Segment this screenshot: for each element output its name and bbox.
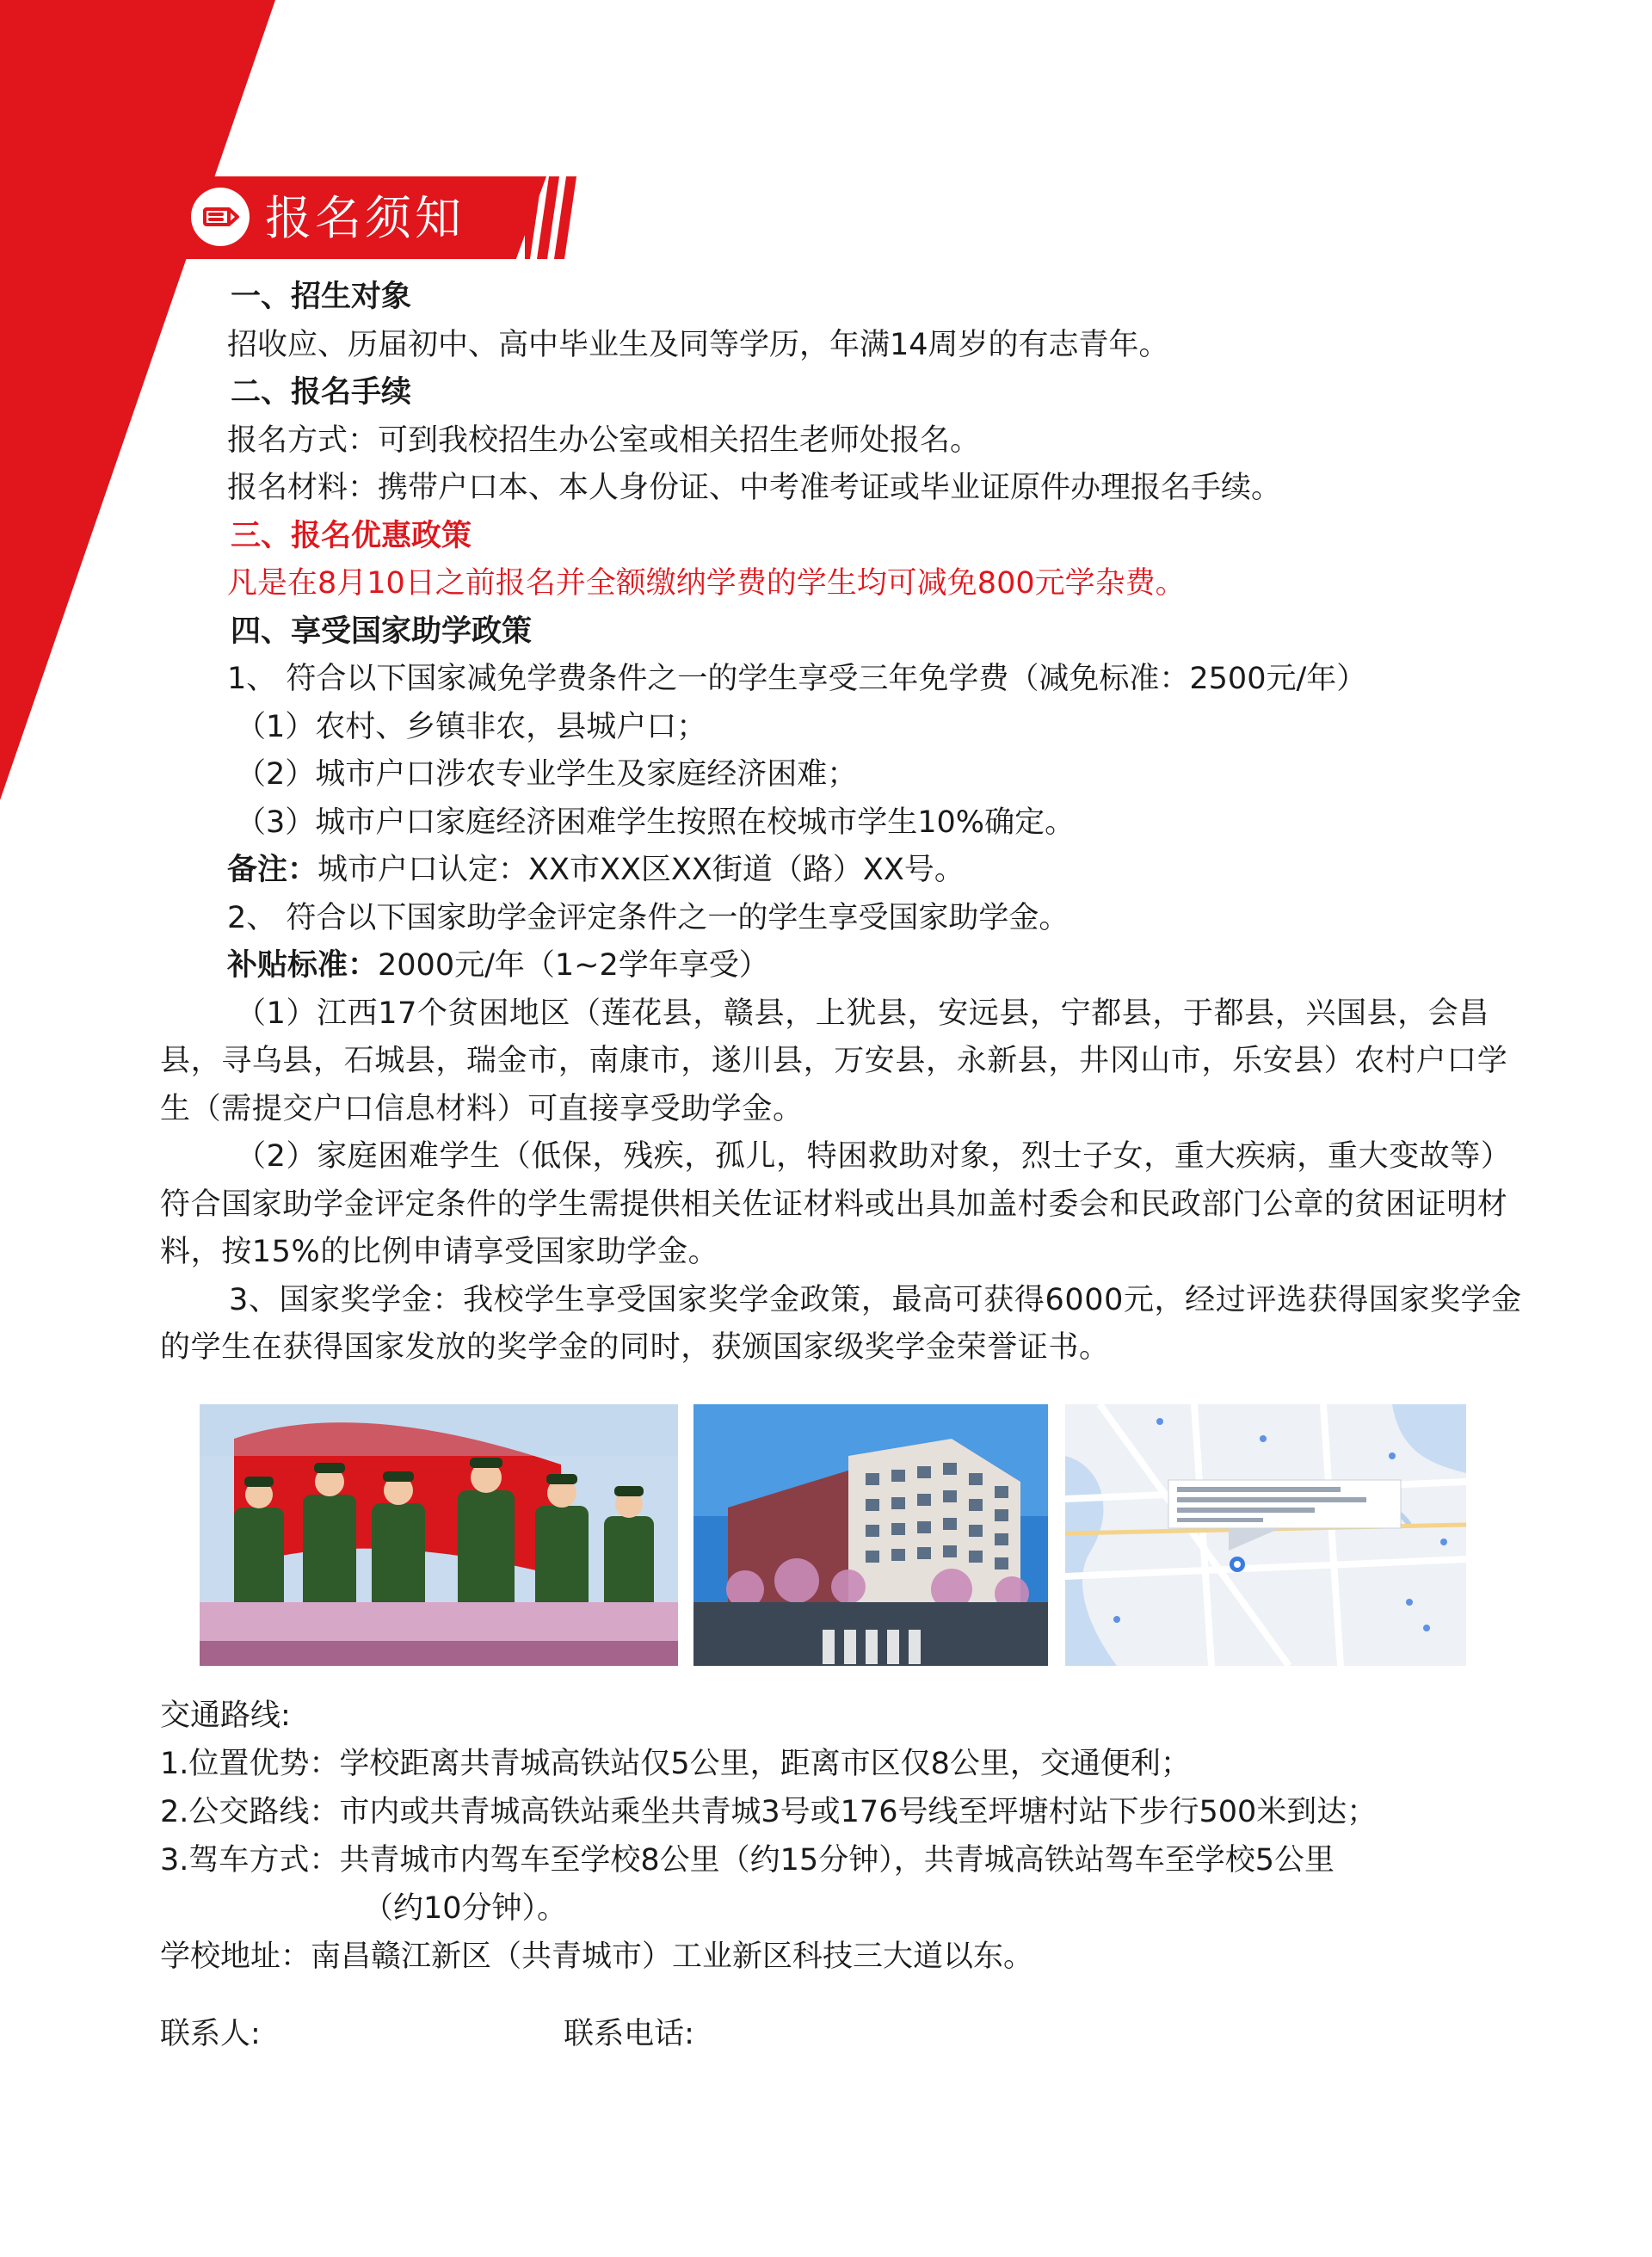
notice-content — [160, 274, 1537, 1372]
section-heading-enrollment-target: 一、招生对象 — [231, 280, 412, 314]
page-title: 报名须知 — [265, 191, 465, 245]
pencil-icon — [191, 188, 250, 246]
school-address: 学校地址：南昌赣江新区（共青城市）工业新区科技三大道以东。 — [160, 1939, 1034, 1974]
aid-note — [160, 847, 1537, 895]
transport-line-2: 2.公交路线：市内或共青城高铁站乘坐共青城3号或176号线至坪塘村站下步行500米到达； — [160, 1795, 1378, 1829]
contact-row — [160, 2010, 1623, 2058]
aid-item-1b: （2）城市户口涉农专业学生及家庭经济困难； — [236, 757, 858, 792]
aid-item-2a: （1）江西17个贫困地区（莲花县，赣县，上犹县，安远县，宁都县，于都县，兴国县，会昌县，寻乌县，石城县，瑞金市，南康市，遂川县，万安县，永新县，井冈山市，乐安县）农村户口学生（需提交户口信息材料）可直接享受助学金。 — [160, 996, 1508, 1126]
aid-item-1c: （3）城市户口家庭经济困难学生按照在校城市学生10%确定。 — [236, 805, 1076, 840]
section-heading-discount: 三、报名优惠政策 — [231, 518, 472, 553]
header-stripes — [525, 176, 594, 259]
subsidy-text: 2000元/年（1~2学年享受） — [378, 948, 769, 983]
note-text: 城市户口认定：XX市XX区XX街道（路）XX号。 — [317, 853, 965, 887]
note-label: 备注： — [227, 853, 318, 887]
subsidy-label: 补贴标准： — [227, 948, 379, 983]
transport-info — [160, 1692, 1623, 2058]
photo-strip — [200, 1404, 1466, 1666]
aid-item-2b: （2）家庭困难学生（低保，残疾，孤儿，特困救助对象，烈士子女，重大疾病，重大变故等）符合国家助学金评定条件的学生需提供相关佐证材料或出具加盖村委会和民政部门公章的贫困证明材料，按15%的比例申请享受国家助学金。 — [160, 1139, 1512, 1269]
aid-item-1a: （1）农村、乡镇非农，县城户口； — [236, 709, 707, 744]
location-map — [1065, 1404, 1466, 1666]
transport-line-3-cont: （约10分钟）。 — [363, 1891, 568, 1926]
aid-item-1: 1、 符合以下国家减免学费条件之一的学生享受三年免学费（减免标准：2500元/年） — [227, 662, 1367, 696]
subsidy-standard — [160, 942, 1537, 990]
section-heading-procedure: 二、报名手续 — [231, 375, 412, 410]
transport-line-3: 3.驾车方式：共青城市内驾车至学校8公里（约15分钟），共青城高铁站驾车至学校5公里 — [160, 1843, 1335, 1878]
registration-materials-text: 报名材料：携带户口本、本人身份证、中考准考证或毕业证原件办理报名手续。 — [227, 471, 1282, 505]
transport-title: 交通路线: — [160, 1699, 291, 1733]
registration-method-text: 报名方式：可到我校招生办公室或相关招生老师处报名。 — [227, 422, 981, 458]
campus-building-photo — [693, 1404, 1048, 1666]
section-heading-aid: 四、享受国家助学政策 — [231, 614, 533, 649]
flag-ceremony-photo — [200, 1404, 678, 1666]
aid-item-2: 2、 符合以下国家助学金评定条件之一的学生享受国家助学金。 — [227, 900, 1069, 935]
enrollment-target-text: 招收应、历届初中、高中毕业生及同等学历，年满14周岁的有志青年。 — [227, 327, 1169, 362]
transport-line-1: 1.位置优势：学校距离共青城高铁站仅5公里，距离市区仅8公里，交通便利； — [160, 1747, 1191, 1781]
aid-item-3: 3、国家奖学金：我校学生享受国家奖学金政策，最高可获得6000元，经过评选获得国家奖学金的学生在获得国家发放的奖学金的同时，获颁国家级奖学金荣誉证书。 — [160, 1282, 1522, 1365]
contact-person-label: 联系人: — [160, 2017, 261, 2051]
contact-phone-label: 联系电话: — [564, 2017, 694, 2051]
discount-text: 凡是在8月10日之前报名并全额缴纳学费的学生均可减免800元学杂费。 — [227, 566, 1186, 601]
